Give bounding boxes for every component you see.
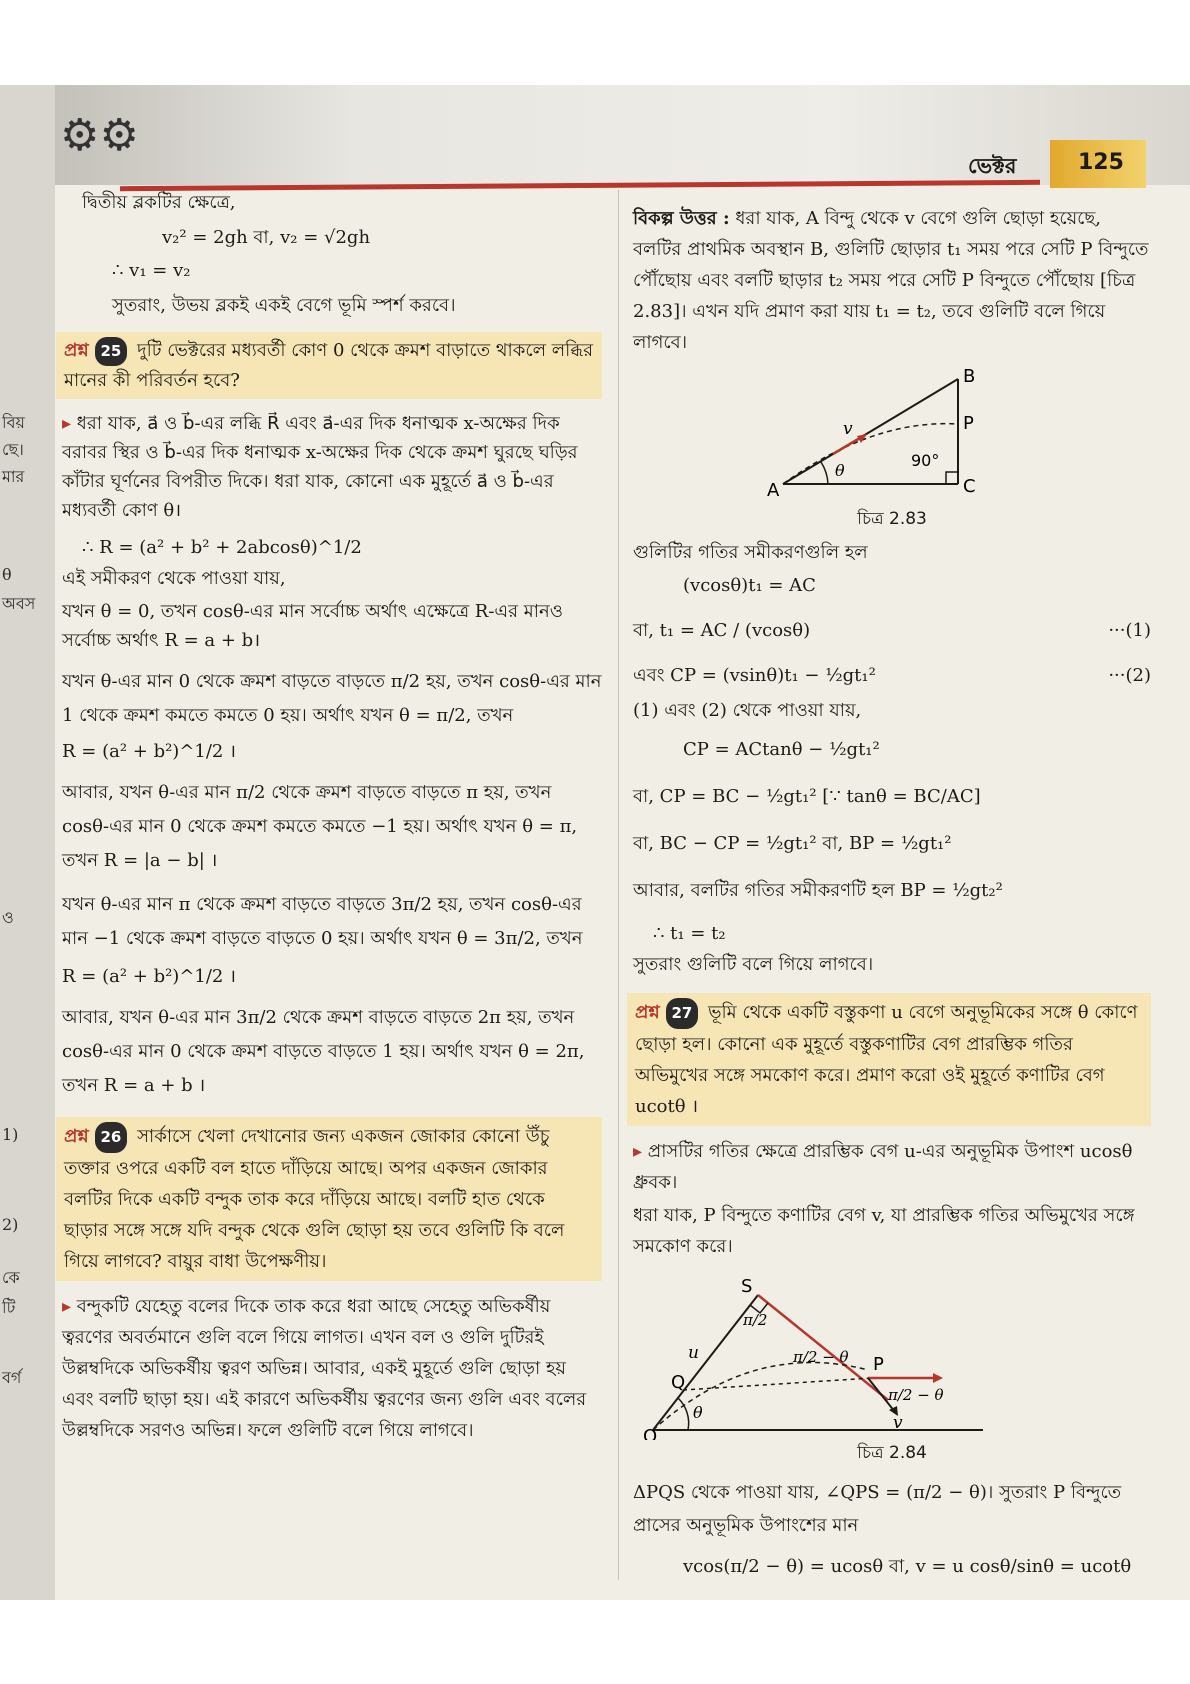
- answer-arrow-icon: ▸: [62, 1296, 77, 1317]
- question-label: প্রশ্ন: [64, 340, 89, 361]
- alternative-answer: বিকল্প উত্তর : ধরা যাক, A বিন্দু থেকে v বেগে গুলি ছোড়া হয়েছে, বলটির প্রাথমিক অবস্থান B, গুলিটি ছোড়ার t₁ সময় পরে সেটি P বিন্দুতে পৌঁছোয় এবং বলটি ছাড়ার t₂ সময় পরে সেটি P বিন্দুতে পৌঁছোয় [চিত্র 2.83]। এখন যদি প্রমাণ করা যায় t₁ = t₂, তবে গুলিটি বলে গিয়ে লাগবে।: [633, 208, 1149, 353]
- text-line: দ্বিতীয় ব্লকটির ক্ষেত্রে,: [82, 192, 236, 213]
- label-v: v: [843, 419, 853, 439]
- previous-page-strip: [0, 85, 55, 1600]
- label-theta: θ: [693, 1403, 703, 1422]
- question-number: 27: [666, 998, 699, 1029]
- text-line: (1) এবং (2) থেকে পাওয়া যায়,: [633, 700, 862, 721]
- right-column: [633, 203, 1151, 1581]
- answer-paragraph: ▸ প্রাসটির গতির ক্ষেত্রে প্রারম্ভিক বেগ u-এর অনুভূমিক উপাংশ ucosθ ধ্রুবক।: [633, 1141, 1133, 1193]
- question-text: ভূমি থেকে একটি বস্তুকণা u বেগে অনুভূমিকের সঙ্গে θ কোণে ছোড়া হল। কোনো এক মুহূর্তে বস্তুকণাটির বেগ প্রারম্ভিক গতির অভিমুখের সঙ্গে সমকোণ করে। প্রমাণ করো ওই মুহূর্তে কণাটির বেগ ucotθ ।: [635, 1002, 1138, 1117]
- paragraph: যখন θ = 0, তখন cosθ-এর মান সর্বোচ্চ অর্থাৎ এক্ষেত্রে R-এর মানও সর্বোচ্চ অর্থাৎ R = a + b।: [62, 601, 563, 651]
- equation: ∴ v₁ = v₂: [112, 260, 191, 281]
- equation: ∴ R = (a² + b² + 2abcosθ)^1/2: [82, 537, 362, 558]
- answer-arrow-icon: ▸: [633, 1141, 648, 1162]
- gear-logo-icon: ⚙⚙: [60, 110, 139, 161]
- question-26: [56, 1117, 602, 1281]
- equation: এবং CP = (vsinθ)t₁ − ½gt₁² ···(2): [633, 661, 1151, 690]
- label-B: B: [963, 366, 976, 387]
- equation: বা, BC − CP = ½gt₁² বা, BP = ½gt₁²: [633, 833, 952, 854]
- equation: CP = ACtanθ − ½gt₁²: [683, 739, 880, 760]
- label-S: S: [741, 1276, 753, 1297]
- paragraph: ধরা যাক, P বিন্দুতে কণাটির বেগ v, যা প্রারম্ভিক গতির অভিমুখের সঙ্গে সমকোণ করে।: [633, 1205, 1135, 1257]
- figure-2-83: [633, 364, 1151, 504]
- label-C: C: [963, 476, 976, 497]
- label-Q: Q: [671, 1372, 686, 1393]
- equation-number: ···(2): [1108, 665, 1151, 686]
- figure-caption: চিত্র 2.83: [857, 509, 927, 529]
- projectile-diagram: [633, 1270, 1151, 1440]
- label-O: O: [643, 1426, 658, 1440]
- label-pi-over-2-minus-theta-lower: π/2 − θ: [888, 1386, 944, 1404]
- page-number: 125: [1078, 150, 1124, 175]
- text-line: সুতরাং গুলিটি বলে গিয়ে লাগবে।: [633, 954, 874, 975]
- question-text: দুটি ভেক্টরের মধ্যবর্তী কোণ 0 থেকে ক্রমশ বাড়াতে থাকলে লব্ধির মানের কী পরিবর্তন হবে?: [64, 340, 594, 391]
- label-v: v: [893, 1413, 903, 1433]
- label-P: P: [963, 413, 974, 434]
- text-line: গুলিটির গতির সমীকরণগুলি হল: [633, 542, 868, 563]
- paragraph: যখন θ-এর মান π থেকে ক্রমশ বাড়তে বাড়তে 3π/2 হয়, তখন cosθ-এর মান −1 থেকে ক্রমশ বাড়তে বাড়তে 0 হয়। অর্থাৎ যখন θ = 3π/2, তখন: [62, 894, 583, 949]
- strip-text: অবস: [2, 594, 36, 613]
- label-pi-over-2-minus-theta: π/2 − θ: [793, 1348, 849, 1366]
- paragraph: যখন θ-এর মান 0 থেকে ক্রমশ বাড়তে বাড়তে π/2 হয়, তখন cosθ-এর মান 1 থেকে ক্রমশ কমতে কমতে 0 হয়। অর্থাৎ যখন θ = π/2, তখন: [62, 671, 602, 726]
- strip-text: মার: [2, 467, 25, 486]
- answer-arrow-icon: ▸: [62, 413, 77, 434]
- equation: vcos(π/2 − θ) = ucosθ বা, v = u cosθ/sinθ = ucotθ: [683, 1556, 1132, 1577]
- equation: R = (a² + b²)^1/2 ।: [62, 966, 236, 987]
- answer-paragraph: ▸ বন্দুকটি যেহেতু বলের দিকে তাক করে ধরা আছে সেহেতু অভিকর্ষীয় ত্বরণের অবর্তমানে গুলি বলে গিয়ে লাগত। এখন বল ও গুলি দুটিরই উল্লম্বদিকে অভিকর্ষীয় ত্বরণ অভিন্ন। আবার, একই মুহূর্তে গুলি ছোড়া হয় এবং বলটি ছাড়া হয়। এই কারণে অভিকর্ষীয় ত্বরণের জন্য গুলি এবং বলের উল্লম্বদিকে সরণও অভিন্ন। ফলে গুলিটি বলে গিয়ে লাগবে।: [62, 1296, 587, 1441]
- page-footer: [0, 1600, 1190, 1684]
- answer-paragraph: ▸ ধরা যাক, a⃗ ও b⃗-এর লব্ধি R⃗ এবং a⃗-এর দিক ধনাত্মক x-অক্ষের দিক বরাবর স্থির ও b⃗-এর দিক ধনাত্মক x-অক্ষের দিক থেকে ক্রমশ ঘুরছে ঘড়ির কাঁটার ঘূর্ণনের বিপরীত দিকে। ধরা যাক, কোনো এক মুহূর্তে a⃗ ও b⃗-এর মধ্যবর্তী কোণ θ।: [62, 413, 578, 521]
- question-number: 25: [95, 337, 128, 366]
- paragraph: ΔPQS থেকে পাওয়া যায়, ∠QPS = (π/2 − θ)। সুতরাং P বিন্দুতে প্রাসের অনুভূমিক উপাংশের মান: [633, 1482, 1122, 1536]
- triangle-diagram: [633, 364, 1151, 504]
- equation: ∴ t₁ = t₂: [653, 923, 726, 944]
- paragraph: আবার, যখন θ-এর মান 3π/2 থেকে ক্রমশ বাড়তে বাড়তে 2π হয়, তখন cosθ-এর মান 0 থেকে ক্রমশ বাড়তে বাড়তে 1 হয়। অর্থাৎ যখন θ = 2π, তখন R = a + b ।: [62, 1007, 585, 1096]
- question-25: [56, 332, 602, 399]
- equation: (vcosθ)t₁ = AC: [683, 575, 816, 596]
- strip-text: 2): [2, 1215, 19, 1234]
- label-A: A: [767, 480, 780, 501]
- paragraph: আবার, যখন θ-এর মান π/2 থেকে ক্রমশ বাড়তে বাড়তে π হয়, তখন cosθ-এর মান 0 থেকে ক্রমশ কমতে কমতে −1 হয়। অর্থাৎ যখন θ = π, তখন R = |a − b| ।: [62, 782, 578, 871]
- question-27: [627, 993, 1151, 1126]
- label-right-angle: 90°: [911, 451, 940, 470]
- text-line: সুতরাং, উভয় ব্লকই একই বেগে ভূমি স্পর্শ করবে।: [112, 295, 456, 316]
- strip-text: 1): [2, 1125, 19, 1144]
- equation: v₂² = 2gh বা, v₂ = √2gh: [162, 227, 371, 248]
- strip-text: θ: [2, 565, 12, 584]
- label-theta: θ: [835, 461, 845, 480]
- figure-caption: চিত্র 2.84: [857, 1443, 927, 1463]
- strip-text: ছে।: [2, 440, 24, 459]
- equation: বা, CP = BC − ½gt₁² [∵ tanθ = BC/AC]: [633, 786, 981, 807]
- alternative-label: বিকল্প উত্তর :: [633, 208, 730, 229]
- label-u: u: [688, 1343, 699, 1363]
- strip-text: বিয়: [2, 413, 25, 432]
- question-label: প্রশ্ন: [64, 1126, 89, 1147]
- label-P: P: [873, 1354, 884, 1375]
- strip-text: ও: [2, 908, 14, 927]
- chapter-label: ভেক্টর: [968, 154, 1017, 178]
- strip-text: টি: [2, 1298, 16, 1317]
- question-number: 26: [95, 1122, 128, 1153]
- equation-number: ···(1): [1108, 620, 1151, 641]
- question-label: প্রশ্ন: [635, 1002, 660, 1023]
- left-column: [62, 188, 602, 1446]
- strip-text: বর্গ: [2, 1368, 22, 1387]
- equation: বা, t₁ = AC / (vcosθ) ···(1): [633, 616, 1151, 645]
- column-divider: [618, 190, 619, 1580]
- strip-text: কে: [2, 1268, 20, 1287]
- question-text: সার্কাসে খেলা দেখানোর জন্য একজন জোকার কোনো উঁচু তক্তার ওপরে একটি বল হাতে দাঁড়িয়ে আছে। অপর একজন জোকার বলটির দিকে একটি বন্দুক তাক করে দাঁড়িয়ে আছে। বলটি হাত থেকে ছাড়ার সঙ্গে সঙ্গে যদি বন্দুক থেকে গুলি ছোড়া হয় তবে গুলিটি কি বলে গিয়ে লাগবে? বায়ুর বাধা উপেক্ষণীয়।: [64, 1126, 565, 1272]
- label-pi-over-2: π/2: [743, 1311, 768, 1329]
- text-line: এই সমীকরণ থেকে পাওয়া যায়,: [62, 568, 286, 589]
- equation: R = (a² + b²)^1/2 ।: [62, 741, 236, 762]
- figure-2-84: [633, 1270, 1151, 1440]
- equation: আবার, বলটির গতির সমীকরণটি হল BP = ½gt₂²: [633, 880, 1003, 901]
